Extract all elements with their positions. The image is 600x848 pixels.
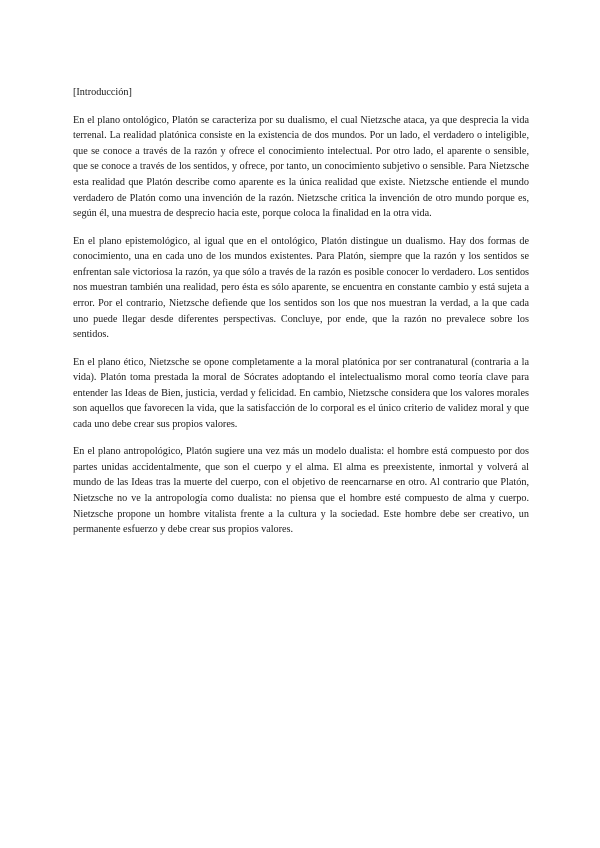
paragraph-ontological: En el plano ontológico, Platón se caracteriza por su dualismo, el cual Nietzsche ataca, ya que desprecia la vida terrenal. La realidad platónica consiste en la existencia de dos mundos. Por un lado, el verdadero o inteligible, que se conoce a través de la razón y ofrece el conocimiento intelectual. Por otro lado, el aparente o sensible, que se conoce a través de los sentidos, y ofrece, por tanto, un conocimiento subjetivo o sensible. Para Nietzsche esta realidad que Platón describe como aparente es la única realidad que existe. Nietzsche entiende el mundo verdadero de Platón como una invención de la razón. Nietzsche critica la invención de otro mundo porque es, según él, una muestra de desprecio hacia este, porque coloca la finalidad en la otra vida. bbox=[73, 114, 529, 220]
paragraph-ethical: En el plano ético, Nietzsche se opone completamente a la moral platónica por ser contranatural (contraria a la vida). Platón toma prestada la moral de Sócrates adoptando el intelectualismo moral como teoría clave para entender las Ideas de Bien, justicia, verdad y felicidad. En cambio, Nietzsche considera que los valores morales son aquellos que favorecen la vida, que la satisfacción de lo corporal es el único criterio de validez moral y que cada uno debe crear sus propios valores. bbox=[73, 356, 529, 430]
paragraph-anthropological: En el plano antropológico, Platón sugiere una vez más un modelo dualista: el hombre está compuesto por dos partes unidas accidentalmente, que son el cuerpo y el alma. El alma es preexistente, inmortal y volverá al mundo de las Ideas tras la muerte del cuerpo, con el objetivo de reencarnarse en otro. Al contrario que Platón, Nietzsche no ve la antropología como dualista: no piensa que el hombre esté compuesto de alma y cuerpo. Nietzsche propone un hombre vitalista frente a la cultura y la sociedad. Este hombre debe ser creativo, un permanente esfuerzo y debe crear sus propios valores. bbox=[73, 446, 529, 536]
document-body bbox=[73, 85, 529, 550]
section-heading: [Introducción] bbox=[73, 87, 132, 98]
paragraph-epistemological: En el plano epistemológico, al igual que en el ontológico, Platón distingue un dualismo. Hay dos formas de conocimiento, una en cada uno de los mundos existentes. Para Platón, siempre que la razón y los sentidos se enfrentan sale victoriosa la razón, ya que sólo a través de la razón es posible conocer lo verdadero. Los sentidos nos muestran también una realidad, pero ésta es sólo aparente, se encuentra en constante cambio y está sujeta a error. Por el contrario, Nietzsche defiende que los sentidos son los que nos muestran la verdad, a la que cada uno puede llegar desde diferentes perspectivas. Concluye, por ende, que la razón no prevalece sobre los sentidos. bbox=[73, 235, 529, 341]
